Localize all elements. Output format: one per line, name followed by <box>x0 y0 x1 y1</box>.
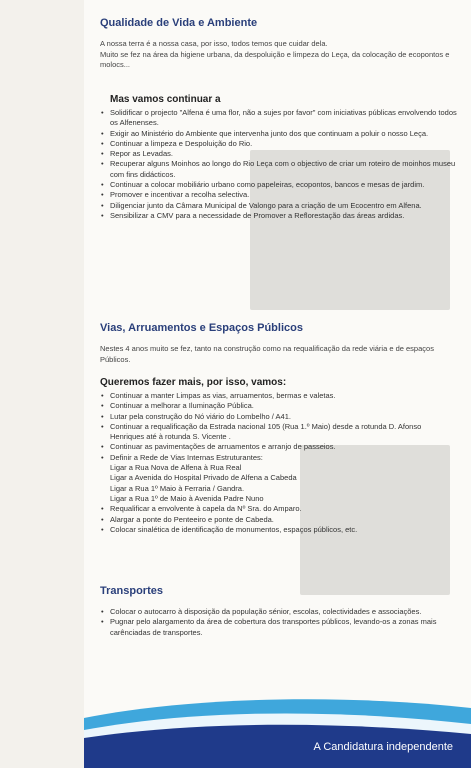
list-subitem: Ligar a Rua 1º de Maio à Avenida Padre Nuno <box>110 493 264 503</box>
section-title: Vias, Arruamentos e Espaços Públicos <box>100 322 303 334</box>
list-item: • Continuar as pavimentações de arruamentos e arranjo de passeios. <box>100 442 445 452</box>
section1-list <box>110 94 460 221</box>
list-item: • Sensibilizar a CMV para a necessidade de Promover a Reflorestação das áreas ardidas. <box>100 211 460 221</box>
list-item: • Promover e incentivar a recolha selectiva. <box>100 190 460 200</box>
list-item: • Repor as Levadas. <box>100 149 460 159</box>
section-subtitle: Mas vamos continuar a <box>110 94 221 105</box>
section-intro: Nestes 4 anos muito se fez, tanto na construção como na requalificação da rede viária e de espaços Públicos. <box>100 344 434 364</box>
list-item: • Colocar sinalética de identificação de monumentos, espaços públicos, etc. <box>100 525 445 535</box>
list-item: • Exigir ao Ministério do Ambiente que intervenha junto dos que continuam a poluir o nosso Leça. <box>100 129 460 139</box>
intro-line: Muito se fez na área da higiene urbana, da despoluição e limpeza do Leça, da colocação de ecopontos e molocs... <box>100 49 450 69</box>
list-item: • Colocar o autocarro à disposição da população sénior, escolas, colectividades e associações. <box>100 607 445 617</box>
section-roads <box>100 322 460 535</box>
list-item: • Definir a Rede de Vias Internas Estruturantes: <box>100 453 445 463</box>
section-title: Qualidade de Vida e Ambiente <box>100 17 258 29</box>
list-item: • Lutar pela construção do Nó viário do Lombelho / A41. <box>100 412 445 422</box>
list-item: • Continuar a requalificação da Estrada nacional 105 (Rua 1.º Maio) desde a rotunda D. Afonso Henriques até à rotunda S. Vicente . <box>100 422 445 443</box>
bullet-list <box>100 607 445 638</box>
section-subtitle: Queremos fazer mais, por isso, vamos: <box>100 377 287 388</box>
intro-line: A nossa terra é a nossa casa, por isso, todos temos que cuidar dela. <box>100 39 328 48</box>
list-item: • Continuar a colocar mobiliário urbano como papeleiras, ecopontos, bancos e mesas de jardim. <box>100 180 460 190</box>
section-quality-of-life <box>100 17 460 71</box>
list-subitem: Ligar a Rua Nova de Alfena à Rua Real <box>110 463 242 473</box>
list-item: • Continuar a limpeza e Despoluição do Rio. <box>100 139 460 149</box>
list-subitem: Ligar a Avenida do Hospital Privado de Alfena a Cabeda <box>110 473 297 483</box>
list-item: • Alargar a ponte do Penteeiro e ponte de Cabeda. <box>100 515 445 525</box>
bullet-list <box>100 108 460 221</box>
section-transport <box>100 585 460 638</box>
list-item: • Solidificar o projecto "Alfena é uma flor, não a sujes por favor" com iniciativas públicas envolvendo todos os Alfenenses. <box>100 108 460 129</box>
bullet-list <box>100 391 445 535</box>
section-title: Transportes <box>100 585 163 597</box>
list-item: • Pugnar pelo alargamento da área de cobertura dos transportes públicos, levando-os a zonas mais carênciadas de transportes. <box>100 617 445 638</box>
list-subitem: Ligar a Rua 1º Maio à Ferraria / Gandra. <box>110 483 245 493</box>
list-item: • Requalificar a envolvente à capela da Nº Sra. do Amparo. <box>100 504 445 514</box>
list-item: • Continuar a manter Limpas as vias, arruamentos, bermas e valetas. <box>100 391 445 401</box>
footer-wave-graphic <box>84 688 471 768</box>
footer-slogan: A Candidatura independente <box>313 741 453 753</box>
section-intro <box>100 39 460 71</box>
list-item: • Diligenciar junto da Câmara Municipal de Valongo para a criação de um Ecocentro em Alfena. <box>100 201 460 211</box>
list-item: • Recuperar alguns Moinhos ao longo do Rio Leça com o objectivo de criar um roteiro de moinhos museu com fins didácticos. <box>100 159 460 180</box>
list-item: • Continuar a melhorar a Iluminação Pública. <box>100 401 445 411</box>
